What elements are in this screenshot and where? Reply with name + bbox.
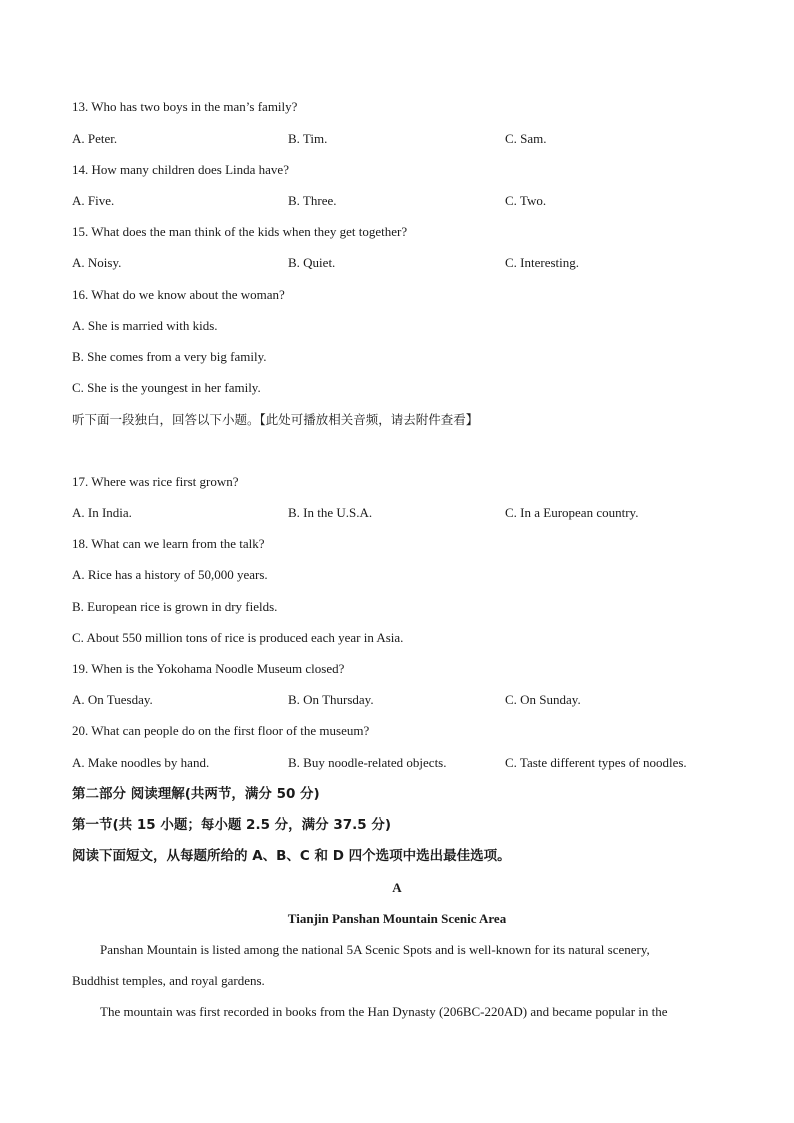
option-16-c: C. She is the youngest in her family. <box>72 380 261 395</box>
section1-title: 第一节(共 15 小题；每小题 2.5 分，满分 37.5 分) <box>72 817 392 833</box>
passage-paragraph-1-line-2: Buddhist temples, and royal gardens. <box>72 973 265 988</box>
option-19-c: C. On Sunday. <box>505 692 581 707</box>
question-16: 16. What do we know about the woman? <box>72 287 285 302</box>
option-20-b: B. Buy noodle-related objects. <box>288 755 447 770</box>
passage-paragraph-2-line-1: The mountain was first recorded in books from the Han Dynasty (206BC-220AD) and became popular in the <box>100 1004 668 1019</box>
option-14-a: A. Five. <box>72 193 115 208</box>
option-16-a: A. She is married with kids. <box>72 318 218 333</box>
option-15-a: A. Noisy. <box>72 255 122 270</box>
passage-letter: A <box>392 880 402 895</box>
option-20-c: C. Taste different types of noodles. <box>505 755 687 770</box>
option-14-b: B. Three. <box>288 193 337 208</box>
option-13-c: C. Sam. <box>505 131 547 146</box>
part2-title: 第二部分 阅读理解(共两节，满分 50 分) <box>72 786 320 802</box>
option-13-a: A. Peter. <box>72 131 118 146</box>
question-14: 14. How many children does Linda have? <box>72 162 289 177</box>
passage-paragraph-1-line-1: Panshan Mountain is listed among the national 5A Scenic Spots and is well-known for its natural scenery, <box>100 942 650 957</box>
question-15: 15. What does the man think of the kids when they get together? <box>72 224 408 239</box>
option-15-b: B. Quiet. <box>288 255 336 270</box>
option-20-a: A. Make noodles by hand. <box>72 755 210 770</box>
question-13: 13. Who has two boys in the man’s family? <box>72 99 298 114</box>
question-17: 17. Where was rice first grown? <box>72 474 239 489</box>
option-13-b: B. Tim. <box>288 131 328 146</box>
option-15-c: C. Interesting. <box>505 255 580 270</box>
monologue-instruction: 听下面一段独白，回答以下小题。【此处可播放相关音频，请去附件查看】 <box>72 412 479 427</box>
option-17-b: B. In the U.S.A. <box>288 505 373 520</box>
passage-title: Tianjin Panshan Mountain Scenic Area <box>287 911 507 926</box>
question-20: 20. What can people do on the first floor of the museum? <box>72 723 370 738</box>
reading-instruction: 阅读下面短文，从每题所给的 A、B、C 和 D 四个选项中选出最佳选项。 <box>72 848 511 864</box>
question-18: 18. What can we learn from the talk? <box>72 536 265 551</box>
option-18-b: B. European rice is grown in dry fields. <box>72 599 278 614</box>
option-17-a: A. In India. <box>72 505 132 520</box>
option-18-a: A. Rice has a history of 50,000 years. <box>72 567 268 582</box>
option-18-c: C. About 550 million tons of rice is produced each year in Asia. <box>72 630 404 645</box>
option-19-a: A. On Tuesday. <box>72 692 153 707</box>
question-19: 19. When is the Yokohama Noodle Museum closed? <box>72 661 345 676</box>
option-14-c: C. Two. <box>505 193 547 208</box>
option-17-c: C. In a European country. <box>505 505 639 520</box>
option-16-b: B. She comes from a very big family. <box>72 349 267 364</box>
option-19-b: B. On Thursday. <box>288 692 374 707</box>
